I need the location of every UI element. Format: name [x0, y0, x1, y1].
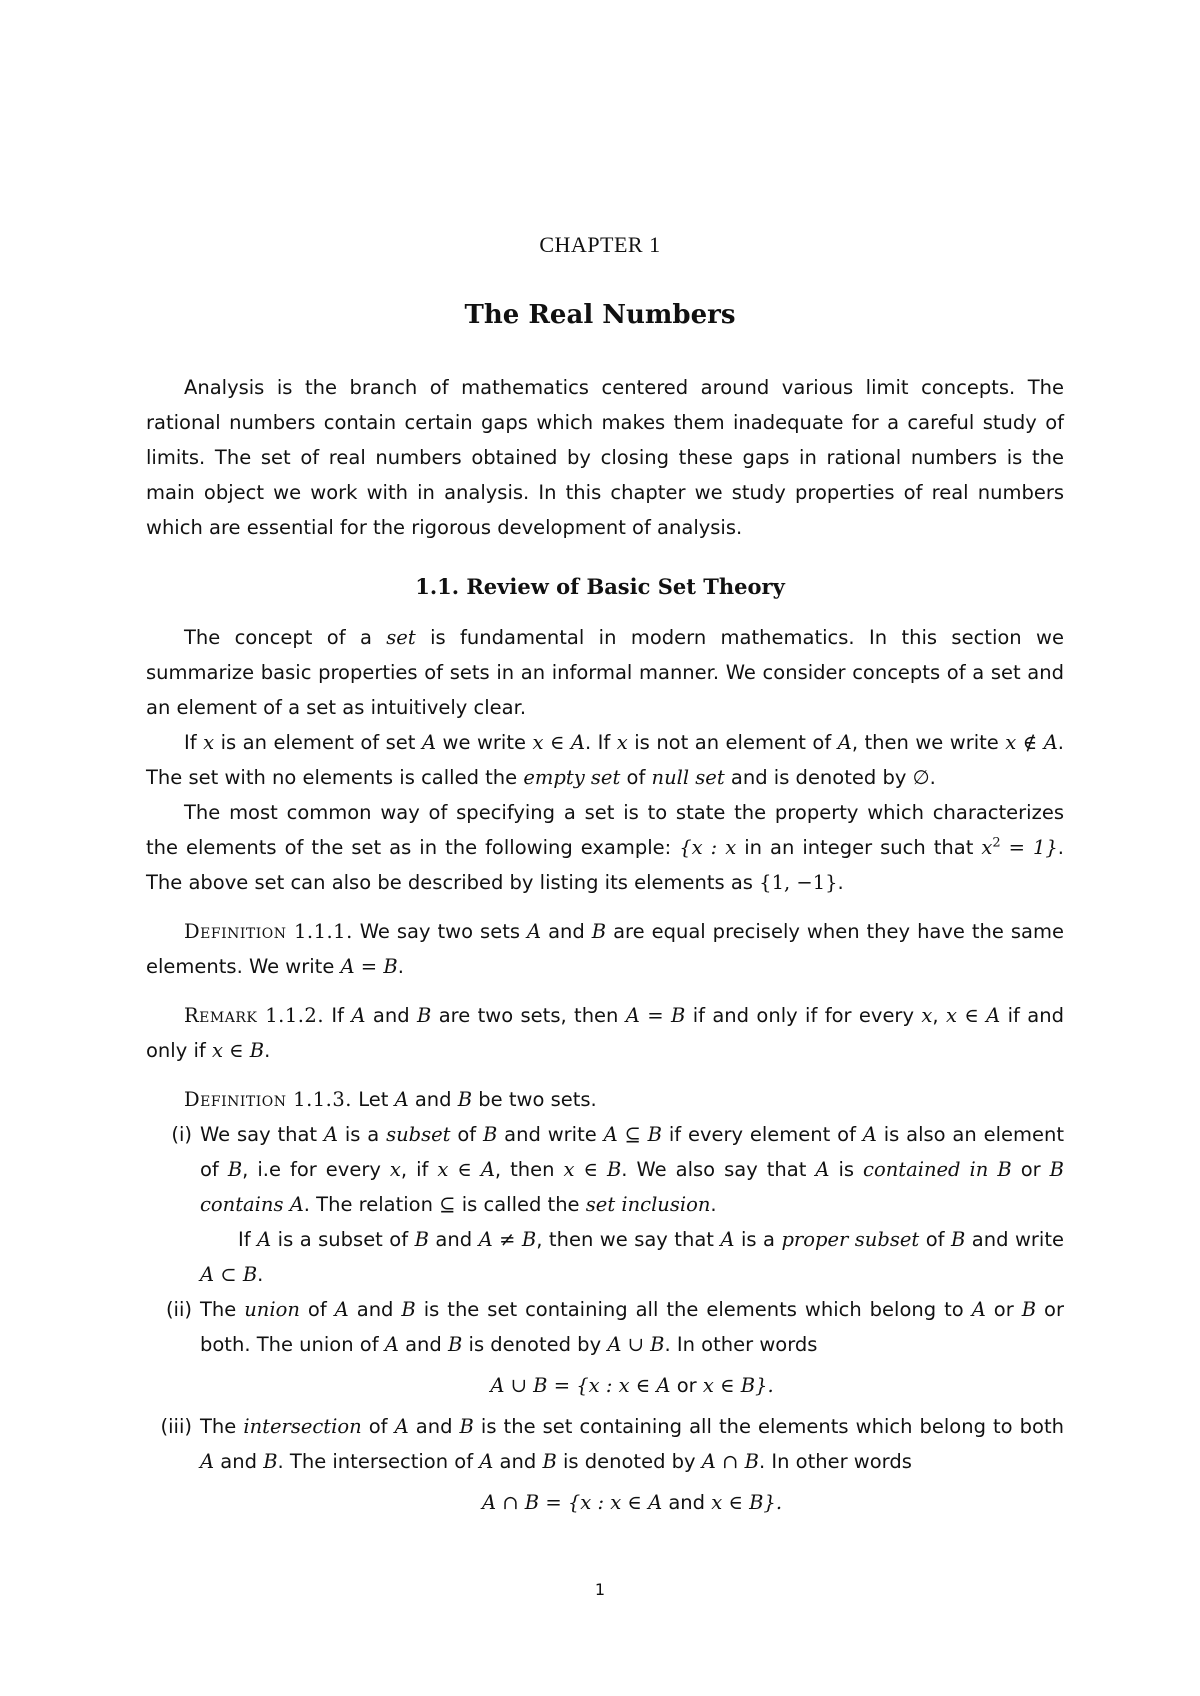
definition-list: [146, 1117, 1064, 1520]
definition-1-1-1: Definition 1.1.1. We say two sets A and B are equal precisely when they have the same elements. We write A = B.: [146, 920, 1064, 978]
paragraph-specifying-set: The most common way of specifying a set is to state the property which characterizes the elements of the set as in the following example: {x : x in an integer such that $x^2 = 1$}. The above set can also be described by listing its elements as {1, −1}.: [146, 801, 1064, 894]
list-item-number: (iii): [160, 1415, 192, 1438]
list-item: (i) We say that A is a subset of B and write A ⊆ B if every element of A is also an element of B, i.e for every x, if x ∈ A, then x ∈ B. We also say that A is contained in B or B contains A. The relation ⊆ is called the set inclusion. If A is a subset of B and A ≠ B, then we say that A is a proper subset of B and write A ⊂ B.: [146, 1117, 1064, 1292]
remark-1-1-2: Remark 1.1.2. If A and B are two sets, then A = B if and only if for every x, x ∈ A if and only if x ∈ B.: [146, 1004, 1064, 1062]
page-number: 1: [594, 1580, 606, 1599]
intersection-formula: A ∩ B = {x : x ∈ A and x ∈ B}.: [481, 1491, 783, 1514]
list-item: (ii) The union of A and B is the set containing all the elements which belong to A or B or both. The union of A and B is denoted by A ∪ B. In other words A ∪ B = {x : x ∈ A or x ∈ B}.: [146, 1292, 1064, 1403]
intro-paragraph-block: [146, 370, 1064, 545]
union-formula: A ∪ B = {x : x ∈ A or x ∈ B}.: [490, 1374, 774, 1397]
list-item-number: (i): [171, 1123, 192, 1146]
paragraph-set-concept: The concept of a set is fundamental in modern mathematics. In this section we summarize basic properties of sets in an informal manner. We consider concepts of a set and an element of a set as intuitively clear.: [146, 626, 1064, 719]
section-body: [146, 620, 1064, 1526]
chapter-label: CHAPTER 1: [539, 232, 661, 257]
chapter-title: The Real Numbers: [464, 300, 736, 330]
list-item: (iii) The intersection of A and B is the set containing all the elements which belong to both A and B. The intersection of A and B is denoted by A ∩ B. In other words A ∩ B = {x : x ∈ A and x ∈ B}.: [146, 1409, 1064, 1520]
paragraph-element: If x is an element of set A we write x ∈ A. If x is not an element of A, then we write x ∉ A. The set with no elements is called the empty set of null set and is denoted by ∅.: [146, 731, 1064, 789]
list-item-number: (ii): [165, 1298, 192, 1321]
intro-paragraph: Analysis is the branch of mathematics centered around various limit concepts. The rational numbers contain certain gaps which makes them inadequate for a careful study of limits. The set of real numbers obtained by closing these gaps in rational numbers is the main object we work with in analysis. In this chapter we study properties of real numbers which are essential for the rigorous development of analysis.: [146, 376, 1064, 539]
definition-1-1-3: Definition 1.1.3. Let A and B be two sets.: [184, 1088, 597, 1111]
section-title: 1.1. Review of Basic Set Theory: [415, 574, 785, 599]
